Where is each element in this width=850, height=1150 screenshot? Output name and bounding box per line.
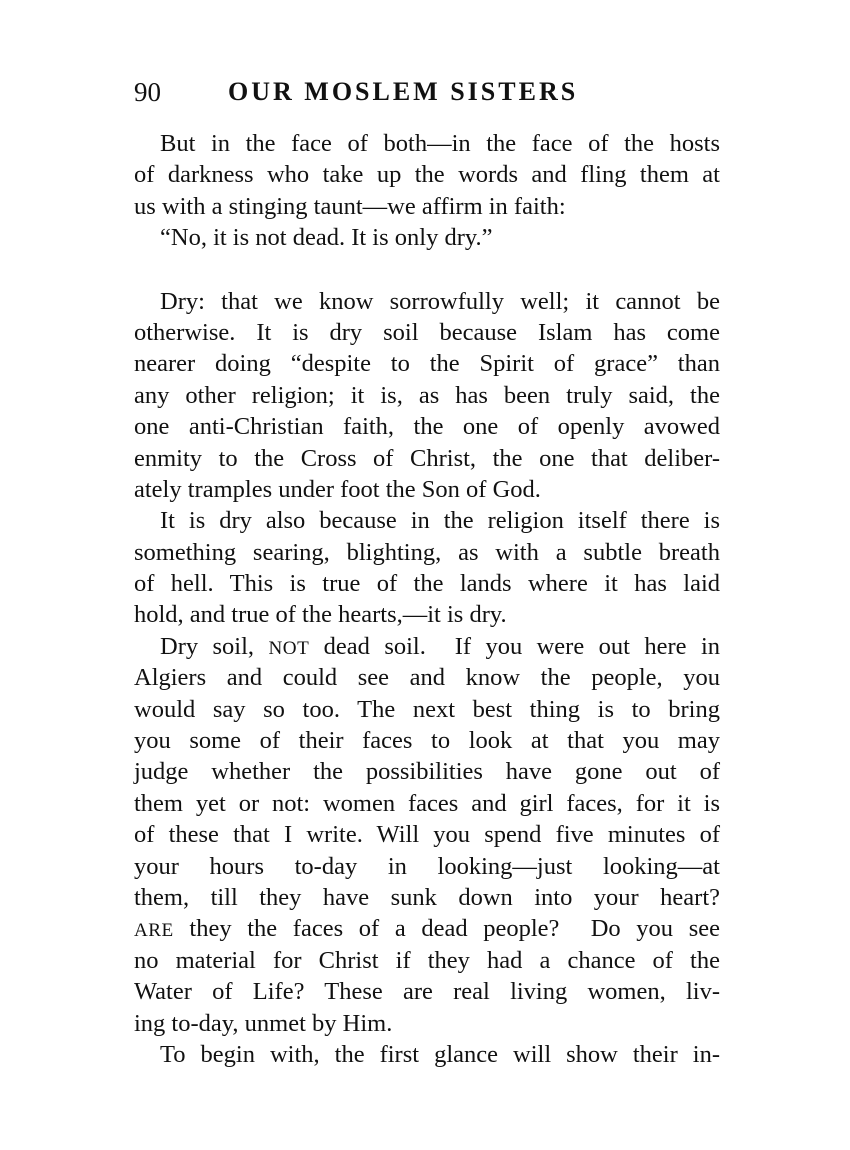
page-header — [134, 72, 734, 112]
page-number: 90 — [134, 77, 161, 107]
text-line: But in the face of both—in the face of the hosts — [160, 130, 720, 157]
text-line: you some of their faces to look at that you may — [134, 727, 720, 755]
text-line: them, till they have sunk down into your heart? — [134, 883, 720, 911]
text-line: of hell. This is true of the lands where it has laid — [134, 570, 720, 598]
body-text — [134, 128, 720, 1070]
text-line: no material for Christ if they had a chance of the — [134, 946, 720, 974]
text-line: judge whether the possibilities have gone out of — [134, 758, 720, 786]
text-line: ing to-day, unmet by Him. — [134, 1009, 393, 1037]
text-line: nearer doing “despite to the Spirit of grace” than — [134, 350, 720, 378]
paragraph-gap — [134, 254, 720, 286]
text-line: To begin with, the first glance will show their in- — [160, 1040, 720, 1068]
text-line: Algiers and could see and know the people, you — [134, 664, 720, 692]
text-segment: they the faces of a dead people? Do you see — [173, 915, 720, 943]
text-line: “No, it is not dead. It is only dry.” — [160, 224, 493, 252]
text-line: of darkness who take up the words and fling them at — [134, 161, 720, 189]
text-line: of these that I write. Will you spend five minutes of — [134, 821, 720, 849]
text-line — [134, 631, 720, 662]
running-title: OUR MOSLEM SISTERS — [228, 77, 579, 106]
text-line — [134, 913, 720, 944]
text-line: ately tramples under foot the Son of God. — [134, 475, 541, 503]
text-line: one anti-Christian faith, the one of openly avowed — [134, 413, 720, 441]
text-line: them yet or not: women faces and girl faces, for it is — [134, 789, 720, 817]
small-caps-word: ARE — [134, 920, 174, 942]
text-line: It is dry also because in the religion itself there is — [160, 507, 720, 535]
text-line: would say so too. The next best thing is to bring — [134, 695, 720, 723]
small-caps-word: NOT — [268, 637, 310, 659]
text-line: any other religion; it is, as has been truly said, the — [134, 381, 720, 409]
text-line: us with a stinging taunt—we affirm in faith: — [134, 192, 566, 220]
text-line: your hours to-day in looking—just looking—at — [134, 852, 720, 880]
text-line: something searing, blighting, as with a subtle breath — [134, 538, 720, 566]
text-segment: Dry soil, — [160, 632, 269, 660]
text-line: Dry: that we know sorrowfully well; it cannot be — [160, 287, 720, 315]
text-line: otherwise. It is dry soil because Islam has come — [134, 318, 720, 346]
text-line: hold, and true of the hearts,—it is dry. — [134, 601, 507, 629]
text-line: Water of Life? These are real living women, liv- — [134, 978, 720, 1006]
text-segment: dead soil. If you were out here in — [309, 632, 720, 660]
text-line: enmity to the Cross of Christ, the one that deliber- — [134, 444, 720, 472]
